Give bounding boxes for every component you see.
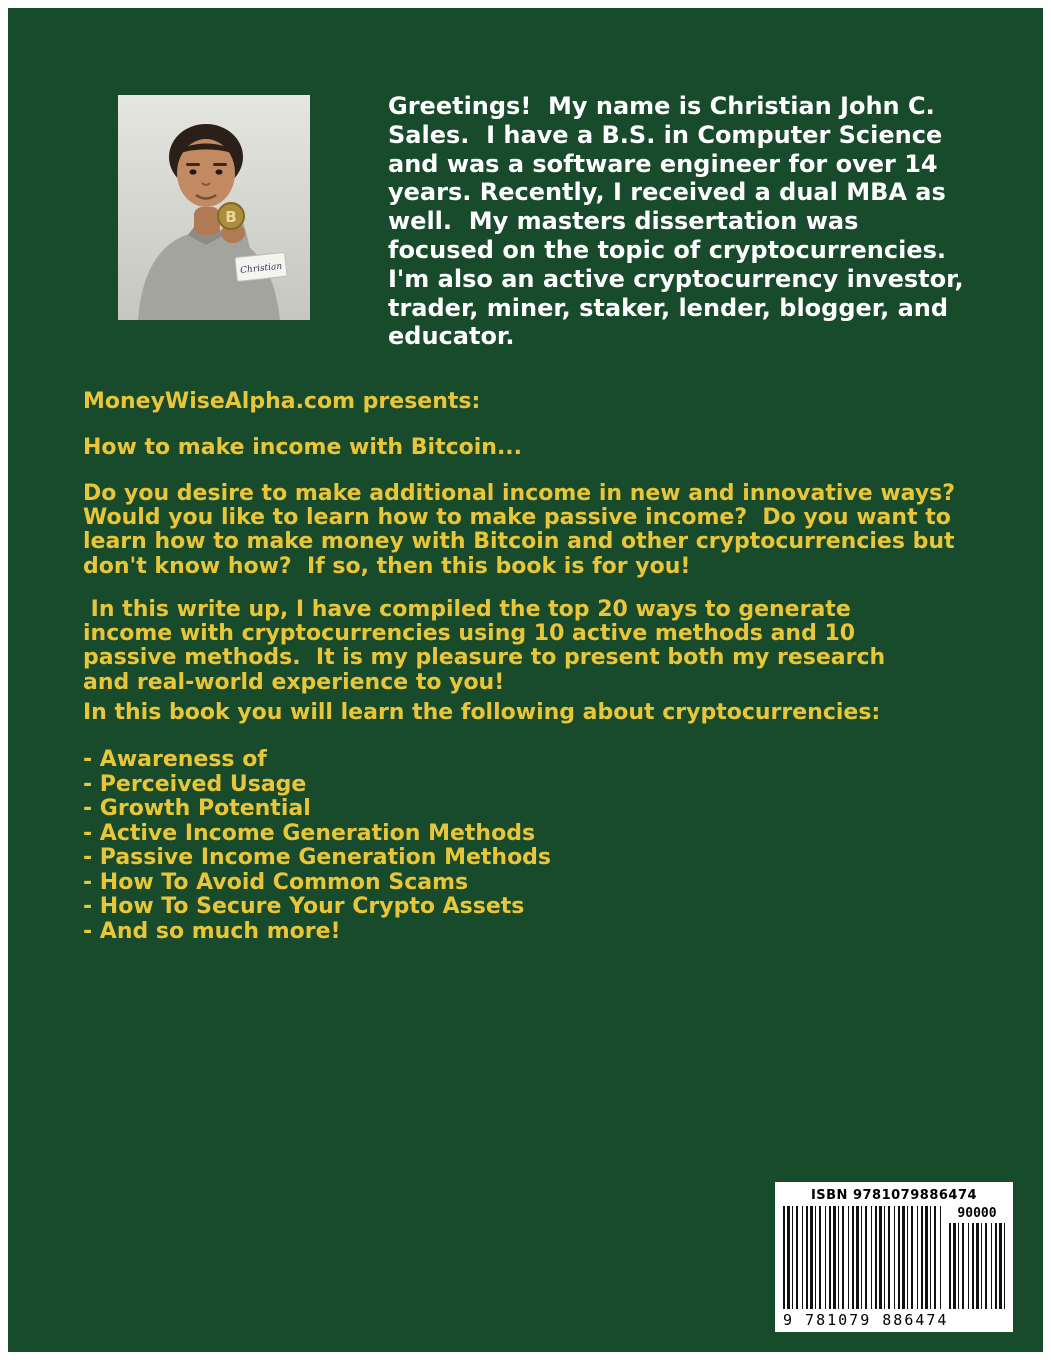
barcode-box <box>775 1182 1013 1332</box>
author-photo <box>118 95 310 320</box>
presents-line: MoneyWiseAlpha.com presents: <box>83 389 481 414</box>
barcode-addon-number: 90000 <box>957 1206 997 1221</box>
learn-list-item: - Passive Income Generation Methods <box>83 845 552 870</box>
isbn-label: ISBN 9781079886474 <box>810 1188 978 1203</box>
author-photo-illustration <box>118 95 310 320</box>
tagline: How to make income with Bitcoin... <box>83 435 523 460</box>
author-bio-text: Greetings! My name is Christian John C. Sales. I have a B.S. in Computer Science and was a software engineer for over 14 years. Recently, I received a dual MBA as well. My masters dissertation was focused on the topic of cryptocurrencies. I'm also an active cryptocurrency investor, trader, miner, staker, lender, blogger, and educator. <box>388 92 972 351</box>
learn-list-item: - Awareness of <box>83 747 267 772</box>
learn-intro: In this book you will learn the following about cryptocurrencies: <box>83 700 881 725</box>
learn-list <box>83 748 983 944</box>
bitcoin-coin-symbol: B <box>225 208 237 226</box>
name-tag-text: Christian <box>239 261 283 277</box>
learn-list-item: - And so much more! <box>83 918 341 944</box>
learn-list-item: - How To Secure Your Crypto Assets <box>83 894 525 919</box>
compiled-paragraph: In this write up, I have compiled the top 20 ways to generate income with cryptocurrencies using 10 active methods and 10 passive methods. It is my pleasure to present both my research and real-world experience to you! <box>83 597 893 695</box>
learn-list-item: - How To Avoid Common Scams <box>83 869 469 895</box>
barcode-body <box>783 1206 1005 1309</box>
learn-list-item: - Active Income Generation Methods <box>83 820 536 846</box>
barcode-addon-bars <box>949 1223 1005 1309</box>
barcode-bars <box>783 1206 941 1309</box>
barcode-digits: 9 781079 886474 <box>783 1311 949 1329</box>
learn-list-item: - Perceived Usage <box>83 771 307 797</box>
intro-paragraph: Do you desire to make additional income in new and innovative ways? Would you like to learn how to make passive income? Do you want to learn how to make money with Bitcoin and other cryptocurrencies but don't know how? If so, then this book is for you! <box>83 481 971 579</box>
name-tag <box>235 252 287 281</box>
learn-list-item: - Growth Potential <box>83 796 311 821</box>
